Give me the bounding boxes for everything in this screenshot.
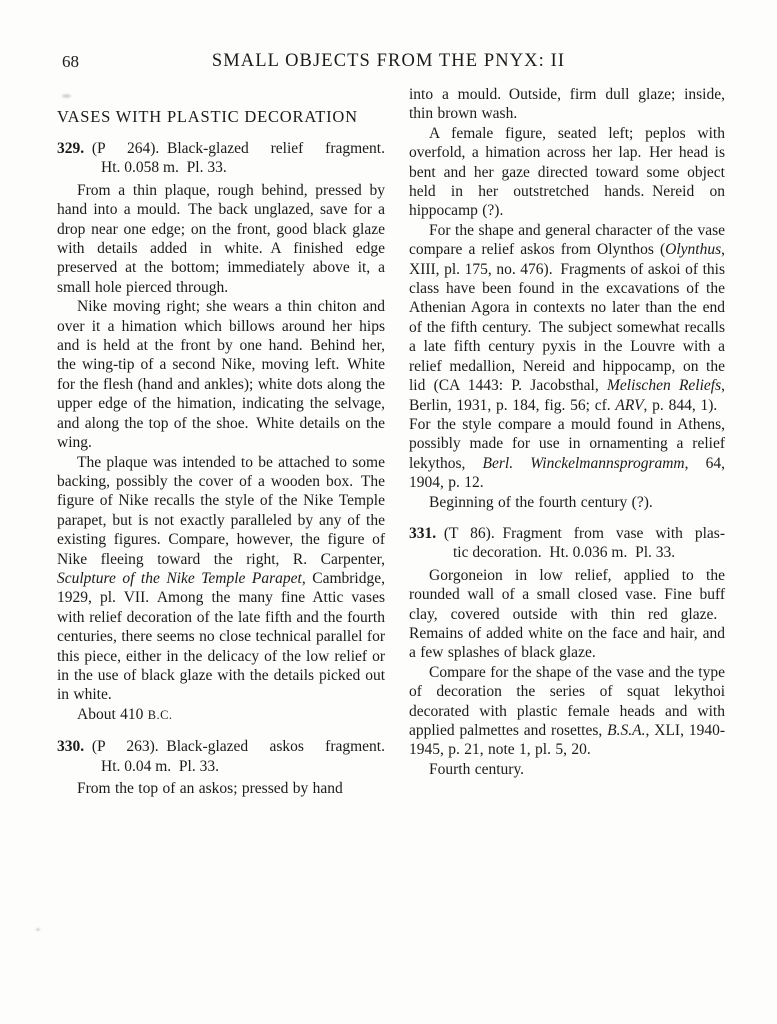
entry-331-heading (409, 524, 725, 563)
entry-330-heading (57, 737, 385, 776)
entry-330-continuation-para (409, 85, 725, 124)
text-segment: , Berlin, 1931, p. 184, fig. 56; cf. (409, 377, 726, 414)
text-segment: For the shape and general character of the vase compare a relief askos from Olynthos ( (409, 221, 725, 259)
text-segment: Nike moving right; she wears a thin chiton and over it a himation which billows around her hips and is held at the front by one hand. Behind her, the wing-tip of a second Nike, moving left. White for the flesh (hand and ankles); white dots along the upper edge of the himation, indicating the selvage, and along the top of the shoe. White details on the wing. (57, 298, 385, 452)
entry-329-para-2 (57, 297, 385, 452)
text-segment: B.S.A. (607, 722, 646, 739)
section-heading: VASES WITH PLASTIC DECORATION (57, 107, 358, 126)
text-segment: 329. (57, 140, 85, 157)
text-segment: Melischen Reliefs (607, 377, 722, 395)
entry-330-heading-line1 (57, 737, 385, 756)
entry-330-para-1 (57, 779, 385, 798)
running-title: SMALL OBJECTS FROM THE PNYX: II (211, 51, 566, 71)
text-segment: From the top of an askos; pressed by hand (77, 780, 343, 797)
entry-329-date-line (57, 705, 385, 725)
text-segment: , 64, 1904, p. 12. (409, 454, 725, 492)
text-segment: 331. (409, 524, 437, 542)
text-segment: ARV (615, 396, 644, 414)
scan-artifact (62, 94, 71, 98)
text-segment: Olynthus (665, 241, 722, 259)
text-segment: , XIII, pl. 175, no. 476). Fragments of askoi of this class have been found in the excavations of the Athenian Agora in contexts no later than the end of the fifth century. The subject somewhat recalls a late fifth century pyxis in the Louvre with a relief medallion, Nereid and hippocamp, on the lid (CA 1443: P. Jacobsthal, (409, 241, 725, 395)
entry-330-para-3 (409, 221, 725, 493)
entry-330-heading-line2: Ht. 0.04 m. Pl. 33. (101, 757, 219, 775)
text-segment: Berl. Winckelmannsprogramm (482, 454, 685, 472)
text-segment: , Cambridge, 1929, pl. VII. Among the many fine Attic vases with relief decoration of the late fifth and the fourth centuries, there seems no close technical parallel for this piece, either in the delicacy of the low relief or in the use of black glaze with the details picked out in white. (57, 569, 385, 704)
entry-331-date-line (409, 760, 725, 779)
entry-329-heading-line1 (57, 139, 385, 158)
entry-329-heading-line2: Ht. 0.058 m. Pl. 33. (101, 159, 227, 177)
page-number: 68 (62, 52, 79, 71)
right-column (409, 85, 725, 779)
text-segment: Sculpture of the Nike Temple Parapet (57, 569, 302, 587)
text-segment: , p. 844, 1). For the style compare a mould found in Athens, possibly made for use in ornamenting a relief lekythos, (409, 396, 726, 472)
entry-331-heading-line2: tic decoration. Ht. 0.036 m. Pl. 33. (453, 544, 676, 562)
text-segment: The plaque was intended to be attached to some backing, possibly the cover of a wooden box. The figure of Nike recalls the style of the Nike Temple parapet, but is not exactly paralleled by any of the existing figures. Compare, however, the figure of Nike fleeing toward the right, R. Carpenter, (57, 453, 385, 568)
text-segment: 330. (57, 738, 85, 756)
text-segment: into a mould. Outside, firm dull glaze; inside, thin brown wash. (409, 86, 725, 123)
text-segment: (P 264). Black-glazed relief fragment. (84, 140, 385, 157)
text-segment: (P 263). Black-glazed askos fragment. (84, 738, 385, 756)
entry-329-para-3 (57, 453, 385, 705)
text-segment: (T 86). Fragment from vase with plas- (436, 524, 725, 542)
text-segment: , XLI, 1940-1945, p. 21, note 1, pl. 5, 20. (409, 722, 725, 759)
text-segment: A female figure, seated left; peplos with overfold, a himation across her lap. Her head is bent and her gaze directed toward some object held in her outstretched hands. Nereid on hippocamp (?). (409, 124, 725, 220)
text-segment: Gorgoneion in low relief, applied to the rounded wall of a small closed vase. Fine buff clay, covered outside with thin red glaze. Remains of added white on the face and hair, and a few splashes of black glaze. (409, 566, 725, 662)
entry-329-para-1 (57, 181, 385, 297)
entry-330-date-line (409, 493, 725, 512)
left-column (57, 107, 385, 798)
scan-artifact (36, 928, 40, 931)
text-segment: Fourth century. (429, 760, 525, 778)
entry-331-heading-line1 (409, 524, 725, 543)
text-segment: From a thin plaque, rough behind, pressed by hand into a mould. The back unglazed, save for a drop near one edge; on the front, good black glaze with details added in white. A finished edge preserved at the bottom; immediately above it, a small hole pierced through. (57, 181, 385, 296)
text-segment: Beginning of the fourth century (?). (429, 493, 653, 511)
text-segment: Compare for the shape of the vase and the type of decoration the series of squat lekythoi decorated with plastic female heads and with applied palmettes and rosettes, (409, 663, 725, 739)
text-segment: About 410 (77, 705, 148, 723)
entry-329-heading (57, 139, 385, 178)
entry-331-para-1 (409, 566, 725, 663)
entry-330-para-2 (409, 124, 725, 221)
text-segment: B.C. (147, 707, 173, 722)
entry-331-para-2 (409, 663, 725, 760)
